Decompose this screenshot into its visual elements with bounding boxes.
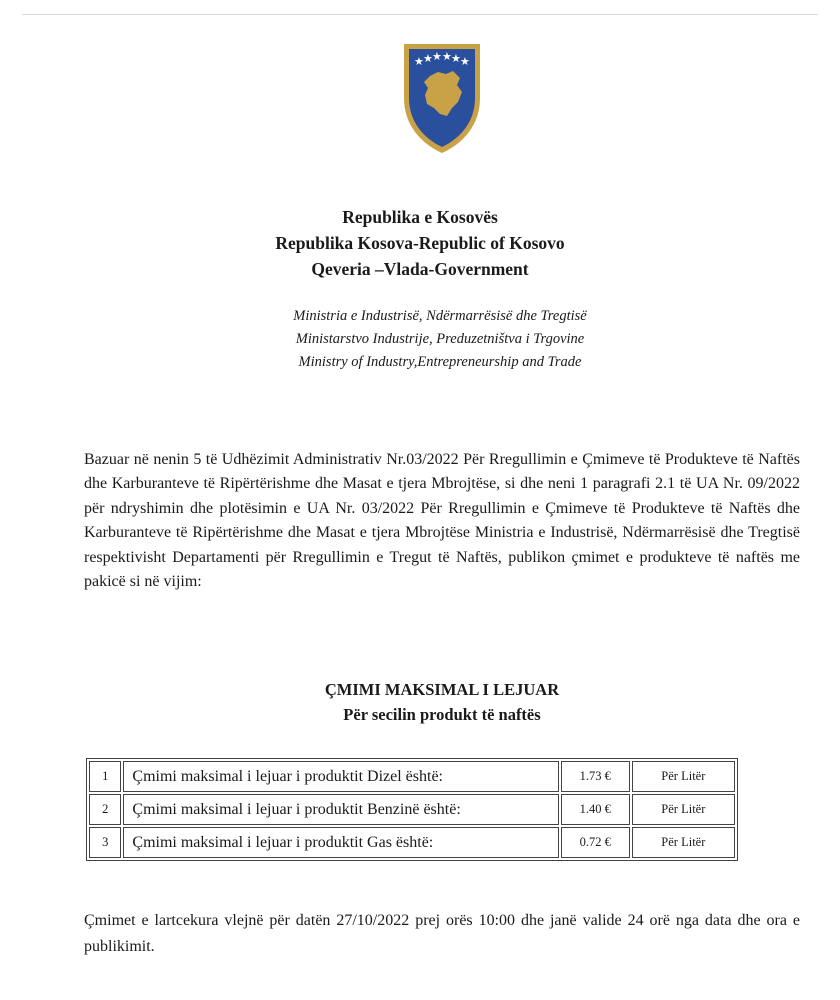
svg-text:★: ★	[414, 55, 424, 68]
price-table	[86, 758, 738, 861]
ministry-english: Ministry of Industry,Entrepreneurship and Trade	[298, 354, 582, 370]
product-price: 1.40 €	[561, 794, 630, 825]
top-divider	[22, 14, 818, 15]
header-line-1: Republika e Kosovës	[342, 207, 498, 227]
svg-text:★: ★	[423, 52, 433, 65]
intro-paragraph: Bazuar në nenin 5 të Udhëzimit Administrativ Nr.03/2022 Për Rregullimin e Çmimeve të Produkteve të Naftës dhe Karburanteve të Ripërtërishme dhe Masat e tjera Mbrojtëse, si dhe neni 1 paragrafi 2.1 të UA Nr. 09/2022 për ndryshimin dhe plotësimin e UA Nr. 03/2022 Për Rregullimin e Çmimeve të Produkteve të Naftës dhe Karburanteve të Ripërtërishme dhe Masat e tjera Mbrojtëse Ministria e Industrisë, Ndërmarrësisë dhe Tregtisë respektivisht Departamenti për Rregullimin e Tregut të Naftës, publikon çmimet e produkteve të naftës me pakicë si në vijim:	[84, 451, 800, 591]
price-unit: Për Litër	[632, 761, 735, 792]
row-number: 3	[89, 827, 121, 858]
price-section-title: ÇMIMI MAKSIMAL I LEJUAR	[324, 680, 560, 699]
table-row	[89, 761, 735, 792]
table-row	[89, 794, 735, 825]
svg-text:★: ★	[460, 55, 470, 68]
svg-text:★: ★	[432, 50, 442, 63]
product-price: 1.73 €	[561, 761, 630, 792]
price-section-heading	[0, 677, 840, 727]
ministry-serbian: Ministarstvo Industrije, Preduzetništva i Trgovine	[295, 331, 585, 347]
svg-text:★: ★	[451, 52, 461, 65]
price-unit: Për Litër	[632, 794, 735, 825]
row-number: 2	[89, 794, 121, 825]
closing-paragraph: Çmimet e lartcekura vlejnë për datën 27/10/2022 prej orës 10:00 dhe janë valide 24 orë nga data dhe ora e publikimit.	[84, 912, 800, 955]
ministry-names	[0, 305, 840, 374]
product-description: Çmimi maksimal i lejuar i produktit Dizel është:	[123, 761, 558, 792]
product-price: 0.72 €	[561, 827, 630, 858]
ministry-albanian: Ministria e Industrisë, Ndërmarrësisë dhe Tregtisë	[293, 308, 587, 324]
row-number: 1	[89, 761, 121, 792]
header-line-3: Qeveria –Vlada-Government	[311, 259, 529, 279]
government-header	[0, 204, 840, 282]
price-section-subtitle: Për secilin produkt të naftës	[343, 705, 541, 724]
kosovo-coat-of-arms-icon	[400, 40, 484, 156]
svg-text:★: ★	[442, 50, 452, 63]
product-description: Çmimi maksimal i lejuar i produktit Gas është:	[123, 827, 558, 858]
product-description: Çmimi maksimal i lejuar i produktit Benzinë është:	[123, 794, 558, 825]
table-row	[89, 827, 735, 858]
price-unit: Për Litër	[632, 827, 735, 858]
header-line-2: Republika Kosova-Republic of Kosovo	[275, 233, 565, 253]
